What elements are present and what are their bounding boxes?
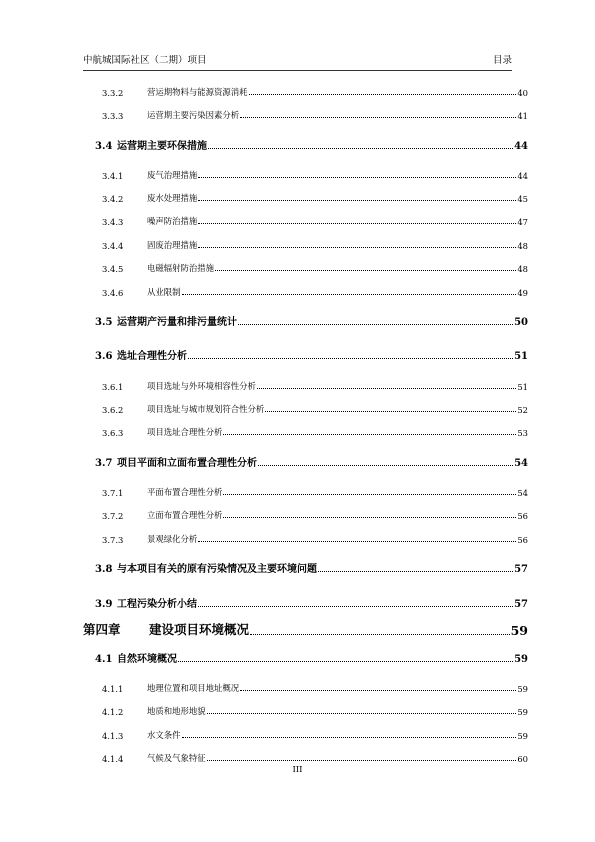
toc-entry-title: 选址合理性分析 xyxy=(117,351,187,362)
toc-entry-title: 项目选址合理性分析 xyxy=(147,427,223,437)
toc-entry-number: 3.4.4 xyxy=(102,241,124,251)
toc-dot-leader xyxy=(257,388,516,389)
toc-subsection-entry[interactable] xyxy=(102,401,528,415)
toc-dot-leader xyxy=(182,737,517,738)
toc-subsection-entry[interactable] xyxy=(102,260,528,274)
toc-entry-page: 59 xyxy=(510,623,528,638)
toc-entry-number: 3.7.3 xyxy=(102,535,124,545)
toc-entry-number: 3.4.1 xyxy=(102,171,124,181)
toc-dot-leader xyxy=(215,270,516,271)
toc-entry-number: 3.4.2 xyxy=(102,194,124,204)
toc-entry-number: 3.7 xyxy=(95,458,113,469)
toc-subsection-entry[interactable] xyxy=(102,424,528,438)
toc-entry-page: 40 xyxy=(517,88,528,98)
toc-section-entry[interactable] xyxy=(95,651,528,665)
toc-dot-leader xyxy=(198,200,516,201)
toc-entry-title: 地理位置和项目地址概况 xyxy=(147,683,240,693)
toc-entry-page: 59 xyxy=(514,654,528,665)
toc-entry-title: 运营期产污量和排污量统计 xyxy=(117,317,237,328)
toc-entry-number: 3.7.2 xyxy=(102,511,124,521)
toc-entry-title: 运营期主要环保措施 xyxy=(117,141,207,152)
toc-entry-title: 从业限制 xyxy=(147,287,181,297)
toc-entry-number: 4.1.2 xyxy=(102,707,124,717)
toc-entry-page: 57 xyxy=(514,564,528,575)
toc-entry-number: 3.4 xyxy=(95,141,113,152)
toc-entry-title: 工程污染分析小结 xyxy=(117,599,197,610)
toc-entry-page: 41 xyxy=(517,111,528,121)
toc-section-entry[interactable] xyxy=(95,348,528,362)
toc-entry-number: 3.7.1 xyxy=(102,488,124,498)
toc-subsection-entry[interactable] xyxy=(102,107,528,121)
toc-entry-title: 建设项目环境概况 xyxy=(149,622,250,637)
toc-entry-title: 平面布置合理性分析 xyxy=(147,487,223,497)
toc-subsection-entry[interactable] xyxy=(102,531,528,545)
toc-entry-title: 项目选址与外环境相容性分析 xyxy=(147,381,256,391)
toc-entry-page: 47 xyxy=(517,217,528,227)
toc-entry-page: 56 xyxy=(517,511,528,521)
toc-dot-leader xyxy=(240,117,516,118)
toc-entry-page: 59 xyxy=(517,731,528,741)
toc-section-entry[interactable] xyxy=(95,138,528,152)
toc-entry-number: 3.5 xyxy=(95,317,113,328)
toc-entry-page: 54 xyxy=(514,458,528,469)
toc-entry-title: 地质和地形地貌 xyxy=(147,706,206,716)
toc-entry-number: 3.6.3 xyxy=(102,428,124,438)
toc-subsection-entry[interactable] xyxy=(102,237,528,251)
toc-entry-number: 3.3.3 xyxy=(102,111,124,121)
toc-subsection-entry[interactable] xyxy=(102,167,528,181)
toc-dot-leader xyxy=(178,661,513,662)
toc-subsection-entry[interactable] xyxy=(102,484,528,498)
toc-dot-leader xyxy=(207,760,517,761)
toc-chapter-entry[interactable] xyxy=(83,624,528,638)
toc-entry-number: 3.6.2 xyxy=(102,405,124,415)
page-number: III xyxy=(292,765,303,775)
toc-subsection-entry[interactable] xyxy=(102,750,528,764)
toc-entry-page: 48 xyxy=(517,241,528,251)
toc-subsection-entry[interactable] xyxy=(102,190,528,204)
toc-dot-leader xyxy=(198,606,513,607)
toc-subsection-entry[interactable] xyxy=(102,378,528,392)
toc-entry-page: 50 xyxy=(514,317,528,328)
toc-entry-page: 53 xyxy=(517,428,528,438)
header-section-title: 目录 xyxy=(492,55,512,66)
toc-entry-number: 3.8 xyxy=(95,564,113,575)
toc-entry-page: 44 xyxy=(514,141,528,152)
toc-entry-page: 59 xyxy=(517,684,528,694)
toc-entry-number: 3.4.5 xyxy=(102,264,124,274)
toc-subsection-entry[interactable] xyxy=(102,680,528,694)
toc-dot-leader xyxy=(198,223,516,224)
toc-entry-number: 3.4.6 xyxy=(102,288,124,298)
toc-entry-page: 49 xyxy=(517,288,528,298)
toc-dot-leader xyxy=(258,465,513,466)
toc-entry-page: 57 xyxy=(514,599,528,610)
toc-entry-number: 3.9 xyxy=(95,599,113,610)
header-document-title: 中航城国际社区（二期）项目 xyxy=(83,55,207,66)
toc-dot-leader xyxy=(207,713,517,714)
toc-entry-title: 运营期主要污染因素分析 xyxy=(147,110,240,120)
toc-entry-title: 与本项目有关的原有污染情况及主要环境问题 xyxy=(117,564,317,575)
toc-entry-number: 3.3.2 xyxy=(102,88,124,98)
toc-entry-title: 电磁辐射防治措施 xyxy=(147,263,214,273)
toc-entry-title: 噪声防治措施 xyxy=(147,216,198,226)
toc-dot-leader xyxy=(249,94,517,95)
toc-entry-page: 51 xyxy=(517,382,528,392)
toc-entry-page: 54 xyxy=(517,488,528,498)
toc-subsection-entry[interactable] xyxy=(102,703,528,717)
toc-subsection-entry[interactable] xyxy=(102,213,528,227)
toc-entry-title: 废水处理措施 xyxy=(147,193,198,203)
toc-entry-number: 4.1 xyxy=(95,654,113,665)
toc-subsection-entry[interactable] xyxy=(102,84,528,98)
toc-dot-leader xyxy=(223,494,516,495)
toc-entry-title: 固废治理措施 xyxy=(147,240,198,250)
toc-subsection-entry[interactable] xyxy=(102,284,528,298)
toc-entry-title: 营运期物料与能源资源消耗 xyxy=(147,87,248,97)
toc-entry-page: 51 xyxy=(514,351,528,362)
toc-entry-page: 60 xyxy=(517,754,528,764)
toc-entry-title: 项目平面和立面布置合理性分析 xyxy=(117,458,257,469)
toc-entry-page: 48 xyxy=(517,264,528,274)
toc-entry-number: 3.6.1 xyxy=(102,382,124,392)
toc-dot-leader xyxy=(250,634,510,635)
toc-dot-leader xyxy=(208,148,513,149)
toc-dot-leader xyxy=(223,517,516,518)
toc-entry-title: 气候及气象特征 xyxy=(147,753,206,763)
toc-entry-number: 3.4.3 xyxy=(102,217,124,227)
toc-dot-leader xyxy=(223,434,516,435)
toc-section-entry[interactable] xyxy=(95,455,528,469)
toc-entry-page: 59 xyxy=(517,707,528,717)
toc-subsection-entry[interactable] xyxy=(102,507,528,521)
toc-entry-title: 水文条件 xyxy=(147,730,181,740)
toc-dot-leader xyxy=(265,411,516,412)
toc-entry-title: 立面布置合理性分析 xyxy=(147,510,223,520)
toc-section-entry[interactable] xyxy=(95,561,528,575)
toc-dot-leader xyxy=(318,571,513,572)
toc-subsection-entry[interactable] xyxy=(102,727,528,741)
toc-section-entry[interactable] xyxy=(95,314,528,328)
toc-entry-number: 4.1.1 xyxy=(102,684,124,694)
toc-entry-page: 44 xyxy=(517,171,528,181)
toc-entry-number: 4.1.3 xyxy=(102,731,124,741)
toc-entry-page: 56 xyxy=(517,535,528,545)
toc-entry-number: 3.6 xyxy=(95,351,113,362)
toc-dot-leader xyxy=(182,294,517,295)
toc-entry-title: 项目选址与城市规划符合性分析 xyxy=(147,404,265,414)
toc-entry-title: 景观绿化分析 xyxy=(147,534,198,544)
toc-entry-page: 52 xyxy=(517,405,528,415)
toc-entry-title: 废气治理措施 xyxy=(147,170,198,180)
toc-dot-leader xyxy=(198,541,516,542)
toc-dot-leader xyxy=(188,358,513,359)
toc-entry-page: 45 xyxy=(517,194,528,204)
toc-dot-leader xyxy=(240,690,516,691)
toc-entry-number: 4.1.4 xyxy=(102,754,124,764)
toc-entry-title: 自然环境概况 xyxy=(117,654,177,665)
toc-dot-leader xyxy=(238,324,513,325)
toc-entry-number: 第四章 xyxy=(83,622,121,637)
toc-section-entry[interactable] xyxy=(95,596,528,610)
toc-dot-leader xyxy=(198,177,516,178)
toc-dot-leader xyxy=(198,247,516,248)
